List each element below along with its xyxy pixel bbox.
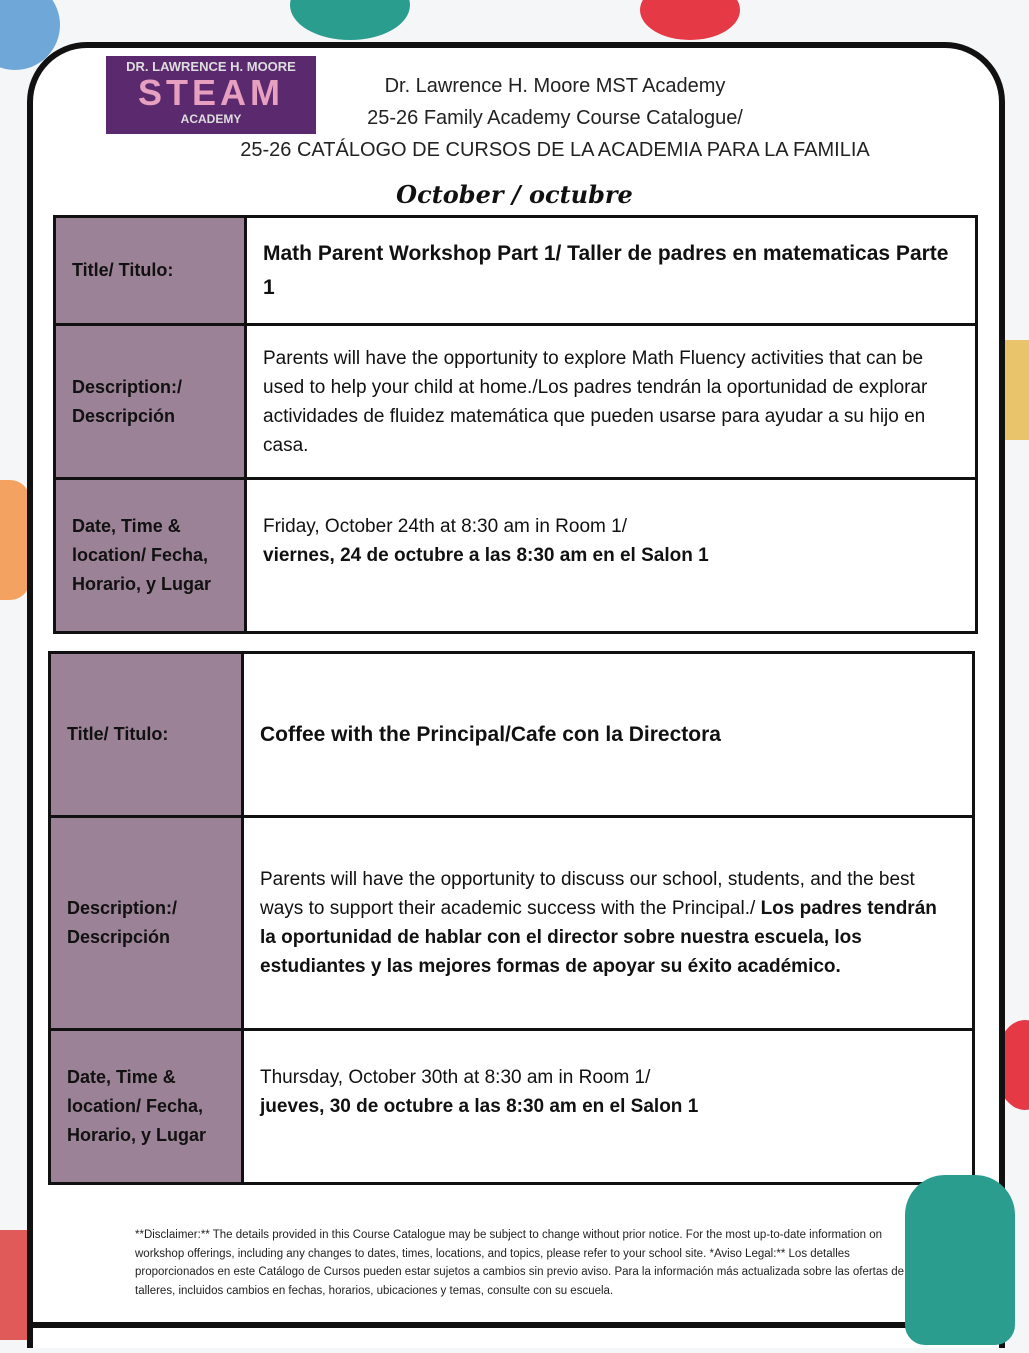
- catalogue-title: 25-26 Family Academy Course Catalogue/: [367, 107, 743, 129]
- event-date: [243, 1030, 974, 1184]
- date-en: Friday, October 24th at 8:30 am in Room 1/: [263, 515, 627, 537]
- description-text: Parents will have the opportunity to explore Math Fluency activities that can be used to help your child at home./Los padres tendrán la oportunidad de explorar actividades de fluidez matemática que pueden usarse para ayudar a su hijo en casa.: [263, 347, 928, 456]
- title-label: Title/ Titulo:: [50, 653, 243, 817]
- date-label: Date, Time & location/ Fecha, Horario, y Lugar: [55, 479, 246, 633]
- description-text-bold: Los padres tendrán la oportunidad de hablar con el director sobre nuestra escuela, los estudiantes y las mejores formas de apoyar su éxito académico.: [260, 898, 937, 977]
- event-table: [48, 651, 975, 1185]
- description-label: Description:/ Descripción: [55, 325, 246, 479]
- event-description: [243, 817, 974, 1030]
- event-table: [53, 215, 978, 634]
- backpack-decoration: [905, 1175, 1015, 1345]
- divider: [27, 1322, 907, 1328]
- date-es: jueves, 30 de octubre a las 8:30 am en el Salon 1: [260, 1095, 699, 1117]
- logo-text: DR. LAWRENCE H. MOORE: [126, 59, 296, 74]
- event-title: Math Parent Workshop Part 1/ Taller de padres en matematicas Parte 1: [246, 217, 977, 325]
- doodle-decoration: [290, 0, 410, 40]
- doodle-decoration: [640, 0, 740, 40]
- month-heading: October / octubre: [396, 180, 633, 209]
- date-label: Date, Time & location/ Fecha, Horario, y Lugar: [50, 1030, 243, 1184]
- catalogue-title-es: 25-26 CATÁLOGO DE CURSOS DE LA ACADEMIA PARA LA FAMILIA: [240, 139, 870, 161]
- event-title: Coffee with the Principal/Cafe con la Directora: [243, 653, 974, 817]
- date-en: Thursday, October 30th at 8:30 am in Room 1/: [260, 1066, 651, 1088]
- school-name: Dr. Lawrence H. Moore MST Academy: [384, 75, 726, 97]
- event-description: [246, 325, 977, 479]
- disclaimer: **Disclaimer:** The details provided in this Course Catalogue may be subject to change without prior notice. For the most up-to-date information on workshop offerings, including any changes to dates, times, locations, and topics, please refer to your school site. *Aviso Legal:** Los detalles proporcionados en este Catálogo de Cursos pueden estar sujetos a cambios sin previo aviso. Para la información más actualizada sobre las ofertas de talleres, incluidos cambios en fechas, horarios, ubicaciones y temas, consulte con su escuela.: [135, 1229, 905, 1297]
- title-label: Title/ Titulo:: [55, 217, 246, 325]
- logo-text: ACADEMY: [180, 112, 242, 126]
- description-label: Description:/ Descripción: [50, 817, 243, 1030]
- description-text: Parents will have the opportunity to discuss our school, students, and the best ways to support their academic success with the Principal./: [260, 869, 915, 919]
- doodle-decoration: [0, 480, 30, 600]
- date-es: viernes, 24 de octubre a las 8:30 am en el Salon 1: [263, 544, 709, 566]
- logo-text: STEAM: [138, 72, 284, 113]
- event-date: [246, 479, 977, 633]
